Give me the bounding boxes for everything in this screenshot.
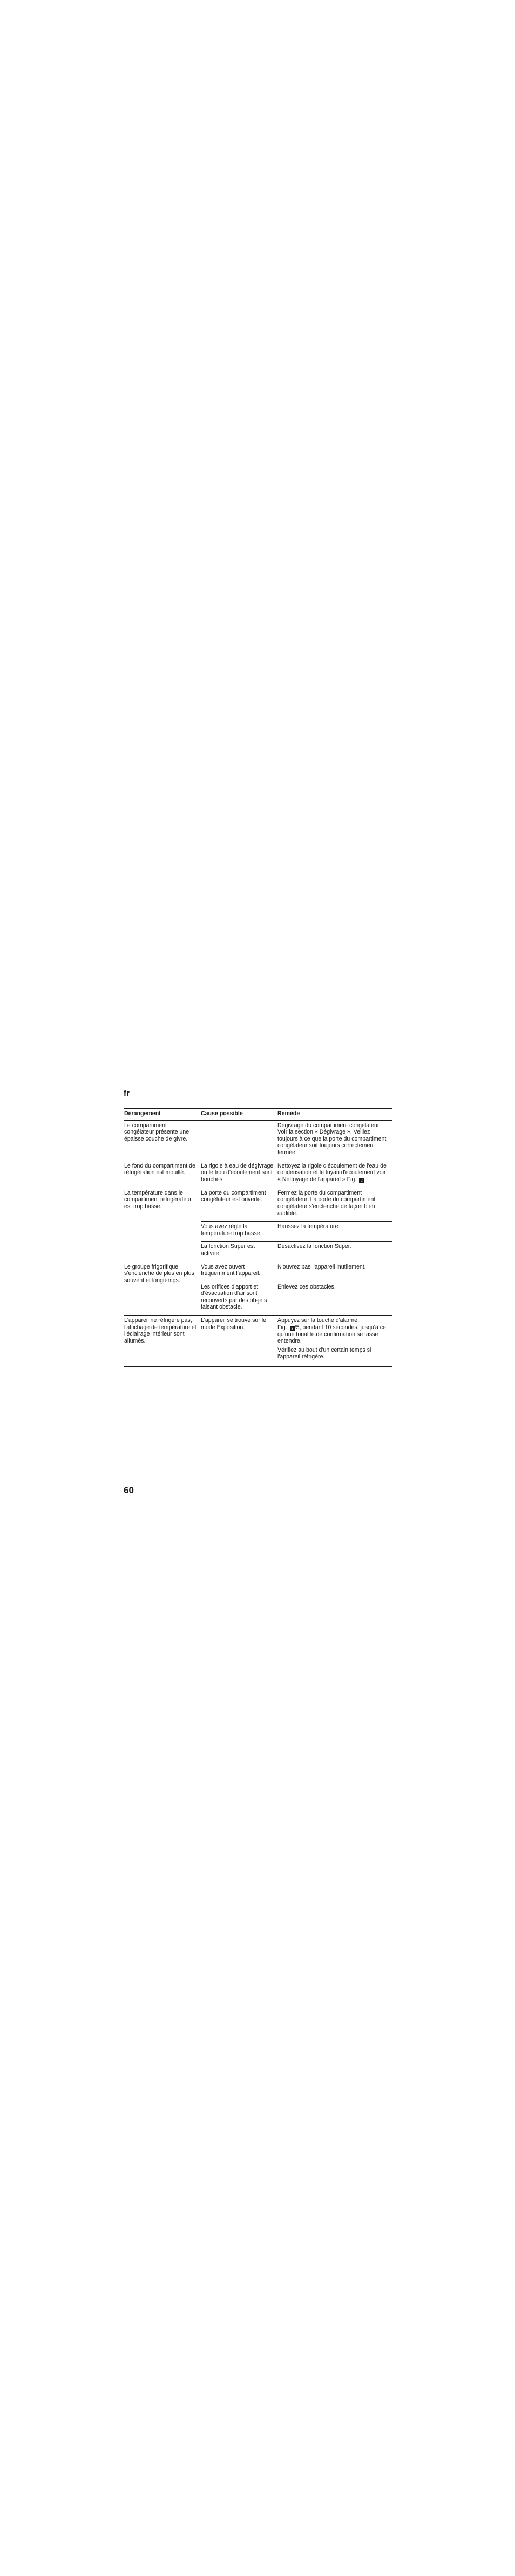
header-remedy: Remède <box>277 1108 392 1120</box>
troubleshooting-table <box>124 1108 392 1367</box>
remedy-paragraph <box>277 1317 389 1345</box>
table-row <box>124 1262 392 1282</box>
remedy-cell: Fermez la porte du compartiment congélateur. La porte du compartiment congélateur s'enclenche de façon bien audible. <box>277 1188 392 1221</box>
cause-cell: Vous avez ouvert fréquemment l'appareil. <box>201 1262 277 1282</box>
cause-cell: Les orifices d'apport et d'évacuation d'air sont recouverts par des ob-jets faisant obstacle. <box>201 1282 277 1315</box>
table-header-row <box>124 1108 392 1120</box>
problem-cell: La température dans le compartiment réfrigérateur est trop basse. <box>124 1188 201 1262</box>
cause-cell: La rigole à eau de dégivrage ou le trou d'écoulement sont bouchés. <box>201 1161 277 1188</box>
remedy-paragraph: Vérifiez au bout d'un certain temps si l'appareil réfrigère. <box>277 1346 371 1360</box>
problem-cell: Le groupe frigorifique s'enclenche de plus en plus souvent et longtemps. <box>124 1262 201 1316</box>
cause-cell: L'appareil se trouve sur le mode Exposition. <box>201 1316 277 1366</box>
figure-ref-icon: 2 <box>359 1178 364 1183</box>
table-row <box>124 1188 392 1221</box>
remedy-cell <box>277 1161 392 1188</box>
header-cause: Cause possible <box>201 1108 277 1120</box>
problem-cell: L'appareil ne réfrigère pas, l'affichage de température et l'éclairage intérieur sont allumés. <box>124 1316 201 1366</box>
remedy-cell: N'ouvrez pas l'appareil inutilement. <box>277 1262 392 1282</box>
remedy-cell <box>277 1316 392 1366</box>
header-problem: Dérangement <box>124 1108 201 1120</box>
remedy-cell: Enlevez ces obstacles. <box>277 1282 392 1315</box>
cause-cell <box>201 1120 277 1161</box>
problem-cell: Le fond du compartiment de réfrigération est mouillé. <box>124 1161 201 1188</box>
language-label: fr <box>124 1089 130 1098</box>
remedy-text: Fig. <box>277 1324 287 1331</box>
table-row <box>124 1316 392 1366</box>
remedy-cell: Désactivez la fonction Super. <box>277 1242 392 1262</box>
remedy-text: Appuyez sur la touche d'alarme, <box>277 1317 360 1324</box>
remedy-text: /5, pendant 10 secondes, jusqu'à ce qu'une tonalité de confirmation se fasse entendre. <box>277 1324 386 1345</box>
table-row <box>124 1161 392 1188</box>
cause-cell: La fonction Super est activée. <box>201 1242 277 1262</box>
remedy-cell: Dégivrage du compartiment congélateur. Voir la section « Dégivrage ». Veillez toujours à ce que la porte du compartiment congélateur soit toujours correctement fermée. <box>277 1120 392 1161</box>
cause-cell: Vous avez réglé la température trop basse. <box>201 1222 277 1242</box>
figure-ref-icon: 3 <box>290 1326 295 1331</box>
remedy-text: Nettoyez la rigole d'écoulement de l'eau de condensation et le tuyau d'écoulement voir « Nettoyage de l'appareil » Fig. <box>277 1162 387 1183</box>
problem-cell: Le compartiment congélateur présente une épaisse couche de givre. <box>124 1120 201 1161</box>
cause-cell: La porte du compartiment congélateur est ouverte. <box>201 1188 277 1221</box>
table-row <box>124 1120 392 1161</box>
remedy-cell: Haussez la température. <box>277 1222 392 1242</box>
page-number: 60 <box>124 1485 134 1495</box>
